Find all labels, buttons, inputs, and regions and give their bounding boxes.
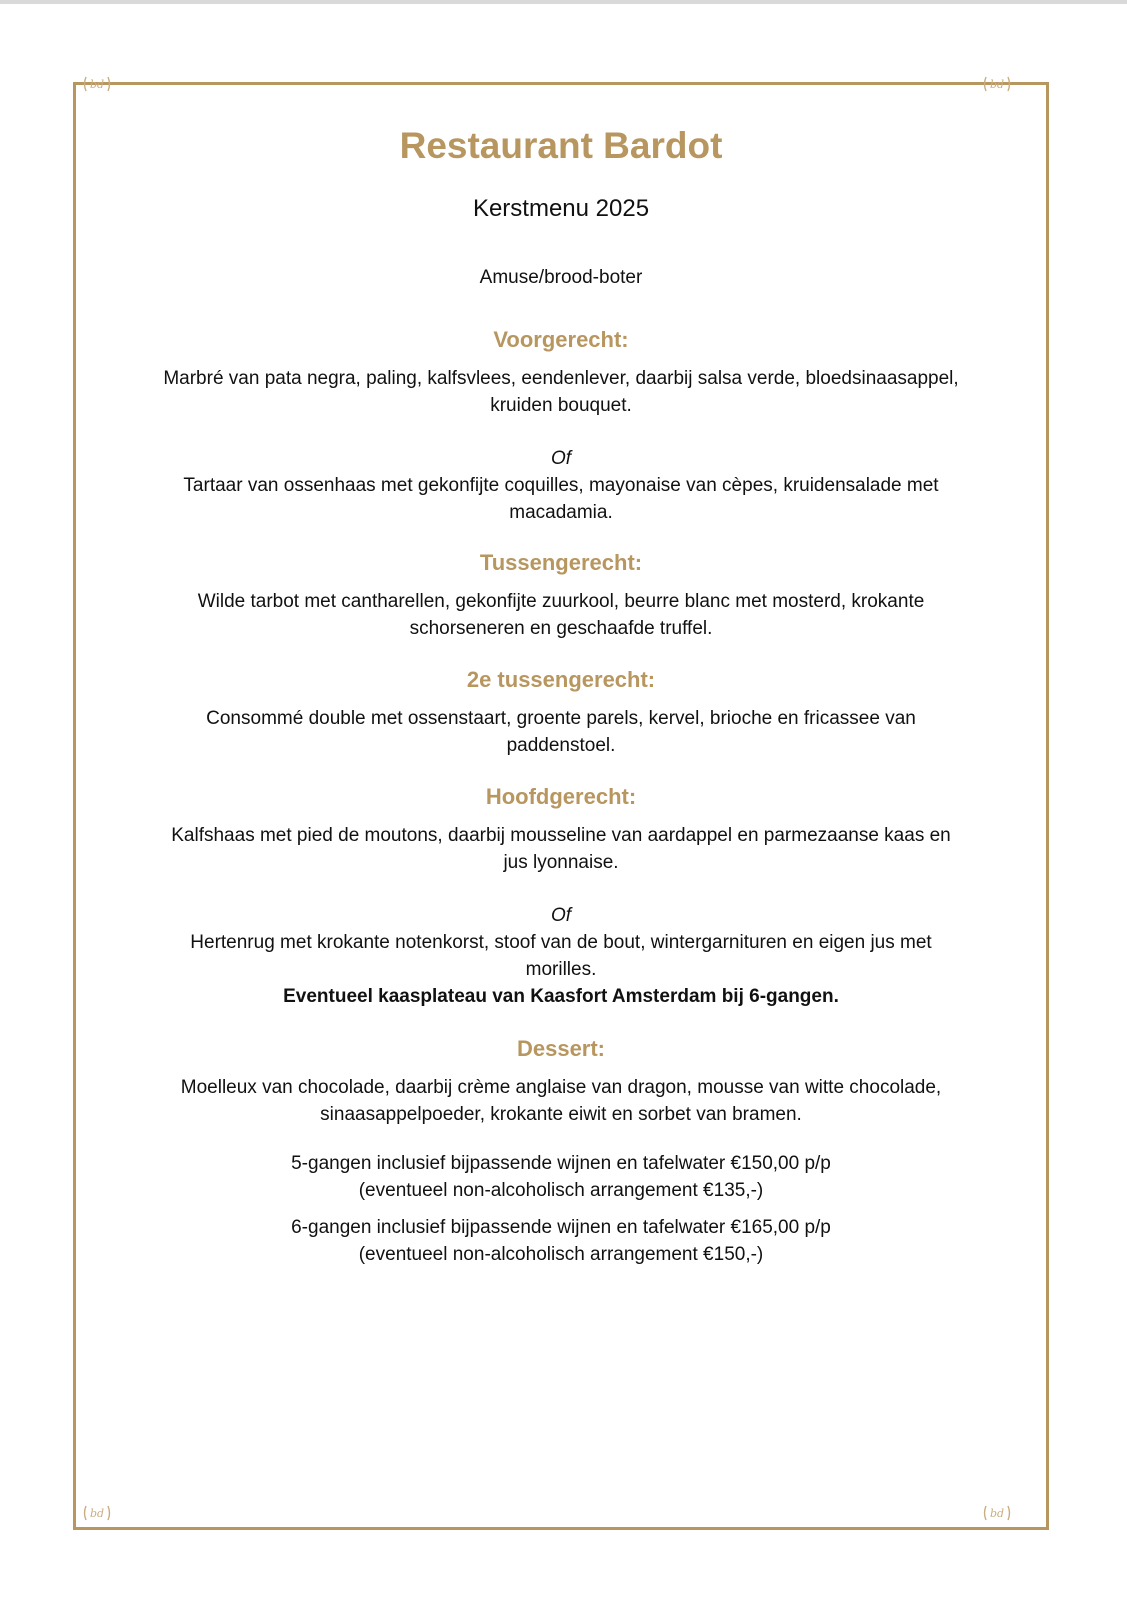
restaurant-title: Restaurant Bardot (399, 125, 723, 166)
course-heading-tussengerecht: Tussengerecht: (479, 550, 643, 575)
corner-monogram-text: bd (89, 1507, 105, 1520)
course-heading-voorgerecht: Voorgerecht: (493, 327, 629, 352)
or-separator: Of (550, 448, 572, 469)
dish-line: schorseneren en geschaafde truffel. (409, 618, 713, 639)
course-heading-dessert: Dessert: (516, 1036, 606, 1061)
dish-line: Wilde tarbot met cantharellen, gekonfijte zuurkool, beurre blanc met mosterd, krokante (197, 591, 925, 612)
top-divider (0, 0, 1127, 4)
amuse-line: Amuse/brood-boter (479, 267, 643, 288)
dish-line: Kalfshaas met pied de moutons, daarbij mousseline van aardappel en parmezaanse kaas en (171, 825, 951, 846)
dish-line: morilles. (525, 959, 597, 980)
dish-line: macadamia. (509, 502, 613, 523)
dish-line: sinaasappelpoeder, krokante eiwit en sorbet van bramen. (320, 1104, 802, 1125)
corner-monogram-text: bd (989, 78, 1005, 91)
corner-monogram-text: bd (89, 78, 105, 91)
cheese-note: Eventueel kaasplateau van Kaasfort Amsterdam bij 6-gangen. (283, 986, 839, 1007)
corner-monogram-icon (82, 73, 112, 95)
price-line: 6-gangen inclusief bijpassende wijnen en tafelwater €165,00 p/p (291, 1217, 831, 1238)
price-line: (eventueel non-alcoholisch arrangement €135,-) (358, 1180, 764, 1201)
corner-monogram-icon (982, 1502, 1012, 1524)
dish-line: Tartaar van ossenhaas met gekonfijte coquilles, mayonaise van cèpes, kruidensalade met (183, 475, 939, 496)
dish-line: paddenstoel. (506, 735, 616, 756)
price-line: (eventueel non-alcoholisch arrangement €150,-) (358, 1244, 764, 1265)
corner-monogram-text: bd (989, 1507, 1005, 1520)
corner-monogram-icon (82, 1502, 112, 1524)
dish-line: Marbré van pata negra, paling, kalfsvlees, eendenlever, daarbij salsa verde, bloedsinaasappel, (163, 368, 959, 389)
dish-line: jus lyonnaise. (503, 852, 619, 873)
price-line: 5-gangen inclusief bijpassende wijnen en tafelwater €150,00 p/p (291, 1153, 831, 1174)
dish-line: Consommé double met ossenstaart, groente parels, kervel, brioche en fricassee van (206, 708, 916, 729)
course-heading-hoofdgerecht: Hoofdgerecht: (485, 784, 637, 809)
menu-subtitle: Kerstmenu 2025 (472, 195, 650, 222)
or-separator: Of (550, 905, 572, 926)
corner-monogram-icon (982, 73, 1012, 95)
course-heading-2e-tussengerecht: 2e tussengerecht: (466, 667, 656, 692)
dish-line: Moelleux van chocolade, daarbij crème anglaise van dragon, mousse van witte chocolade, (180, 1077, 942, 1098)
dish-line: Hertenrug met krokante notenkorst, stoof van de bout, wintergarnituren en eigen jus met (190, 932, 932, 953)
dish-line: kruiden bouquet. (490, 395, 632, 416)
